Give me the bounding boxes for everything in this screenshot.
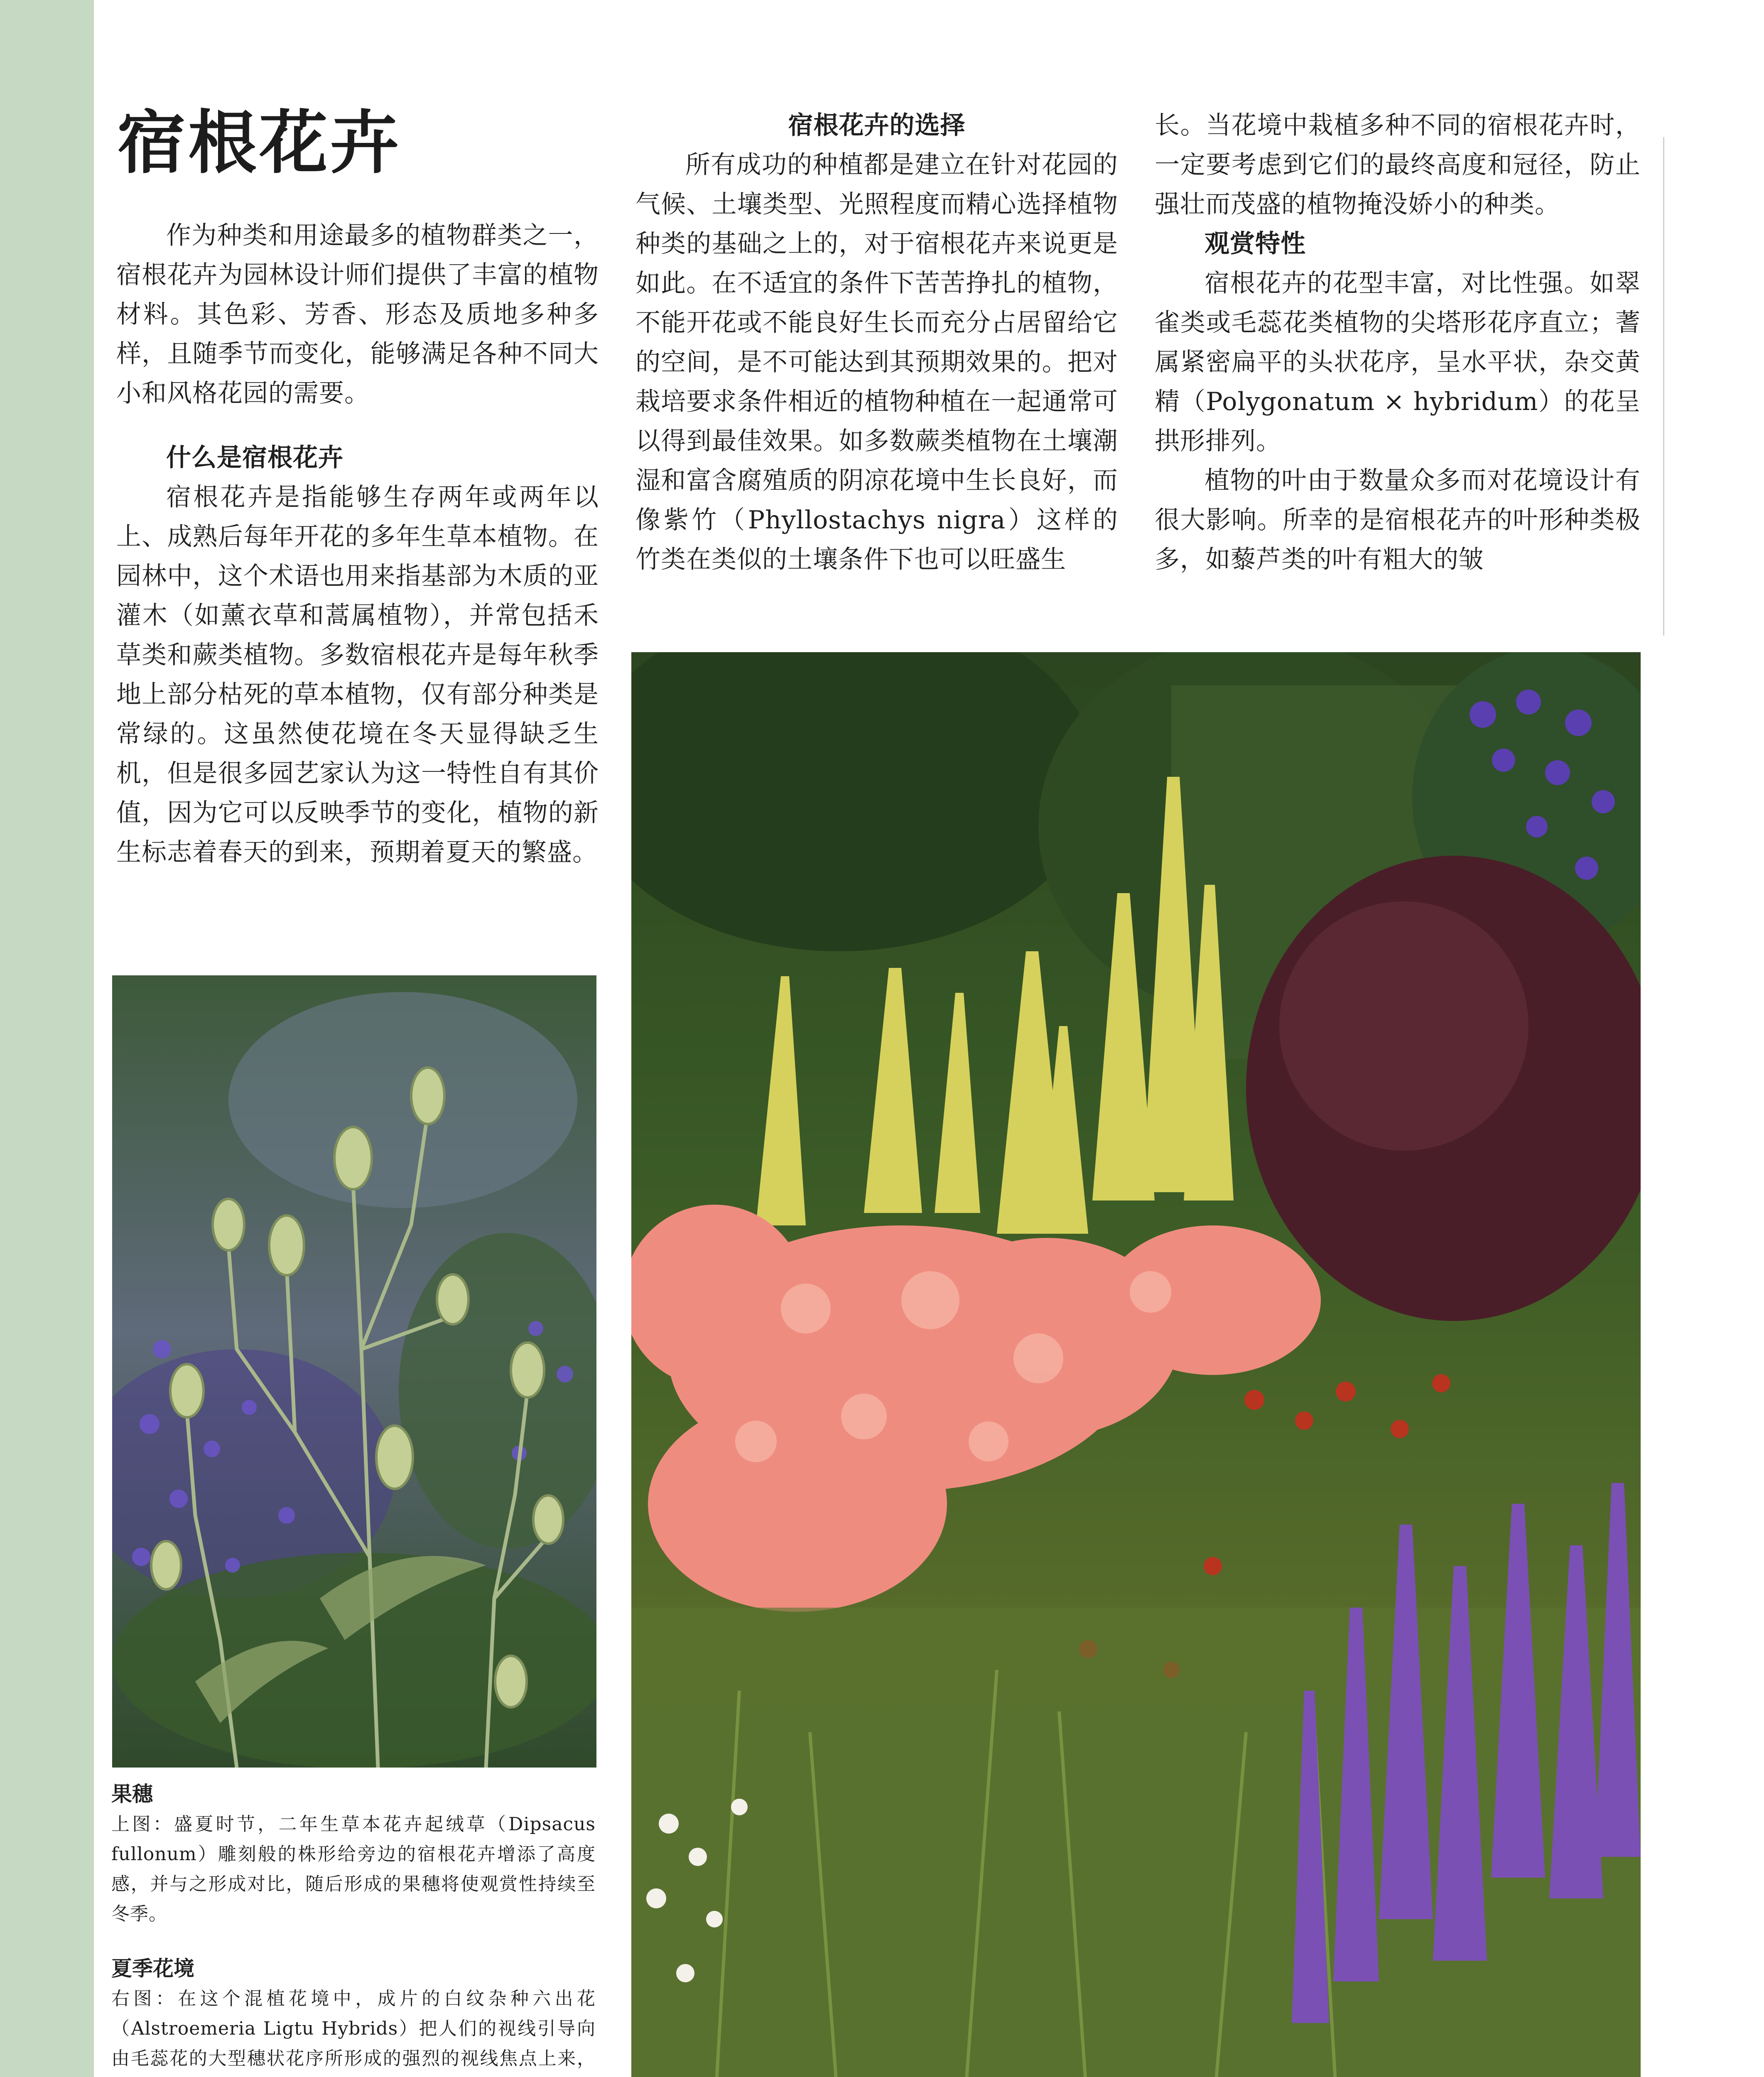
- caption-teasel-text: 上图：盛夏时节，二年生草本花卉起绒草（Dipsacus fullonum）雕刻般的株形给旁边的宿根花卉增添了高度感，并与之形成对比，随后形成的果穗将使观赏性持续至冬季。: [111, 1814, 596, 1925]
- heading-what-is-perennial: 什么是宿根花卉: [166, 443, 343, 472]
- column-1: [116, 216, 599, 872]
- heading-ornamental-features: 观赏特性: [1205, 229, 1306, 258]
- summer-border-photo: [631, 652, 1641, 2077]
- teasel-photo: [112, 975, 596, 1768]
- intro-paragraph: 作为种类和用途最多的植物群类之一，宿根花卉为园林设计师们提供了丰富的植物材料。其色彩、芳香、形态及质地多种多样，且随季节而变化，能够满足各种不同大小和风格花园的需要。: [116, 221, 599, 408]
- column-rule: [1663, 137, 1664, 636]
- definition-paragraph: 宿根花卉是指能够生存两年或两年以上、成熟后每年开花的多年生草本植物。在园林中，这个术语也用来指基部为木质的亚灌木（如薰衣草和蒿属植物），并常包括禾草类和蕨类植物。多数宿根花卉是每年秋季地上部分枯死的草本植物，仅有部分种类是常绿的。这虽然使花境在冬天显得缺乏生机，但是很多园艺家认为这一特性自有其价值，因为它可以反映季节的变化，植物的新生标志着春天的到来，预期着夏天的繁盛。: [116, 483, 599, 867]
- caption-teasel-title: 果穗: [111, 1782, 153, 1806]
- foliage-paragraph: 植物的叶由于数量众多而对花境设计有很大影响。所幸的是宿根花卉的叶形种类极多，如藜芦类的叶有粗大的皱: [1155, 466, 1641, 574]
- page-title: 宿根花卉: [117, 103, 401, 183]
- column-2: [635, 106, 1118, 579]
- page-margin-band: [0, 0, 94, 2077]
- choosing-paragraph: 所有成功的种植都是建立在针对花园的气候、土壤类型、光照程度而精心选择植物种类的基础之上的，对于宿根花卉来说更是如此。在不适宜的条件下苦苦挣扎的植物，不能开花或不能良好生长而充分占居留给它的空间，是不可能达到其预期效果的。把对栽培要求条件相近的植物种植在一起通常可以得到最佳效果。如多数蕨类植物在土壤潮湿和富含腐殖质的阴凉花境中生长良好，而像紫竹（Phyllostachys nigra）这样的竹类在类似的土壤条件下也可以旺盛生: [635, 150, 1118, 574]
- caption-summer-border: [111, 1953, 596, 2077]
- column-3: [1155, 106, 1641, 579]
- choosing-paragraph-continued: 长。当花境中栽植多种不同的宿根花卉时，一定要考虑到它们的最终高度和冠径，防止强壮而茂盛的植物掩没娇小的种类。: [1155, 111, 1641, 219]
- caption-summer-border-title: 夏季花境: [111, 1957, 194, 1981]
- heading-choosing-perennials: 宿根花卉的选择: [788, 111, 966, 140]
- caption-teasel: [111, 1779, 596, 1929]
- caption-summer-border-text: 右图：在这个混植花境中，成片的白纹杂种六出花（Alstroemeria Ligtu Hybrids）把人们的视线引导向由毛蕊花的大型穗状花序所形成的强烈的视线焦点上来，: [111, 1988, 596, 2069]
- flower-form-paragraph: 宿根花卉的花型丰富，对比性强。如翠雀类或毛蕊花类植物的尖塔形花序直立；蓍属紧密扁平的头状花序，呈水平状，杂交黄精（Polygonatum × hybridum）的花呈拱形排列。: [1155, 269, 1641, 456]
